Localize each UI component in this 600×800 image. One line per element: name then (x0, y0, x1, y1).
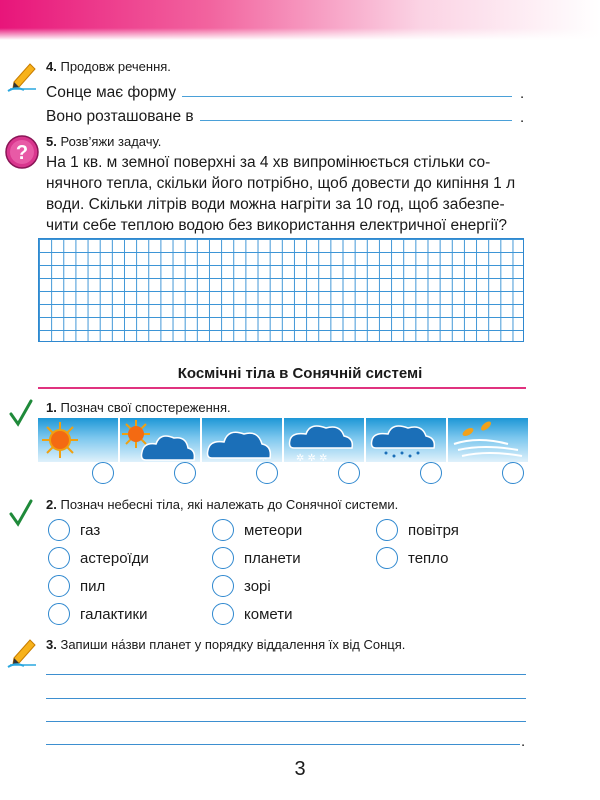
cloud-rain-icon (366, 418, 446, 462)
option-label: галактики (80, 606, 148, 623)
option-checkbox[interactable] (48, 575, 70, 597)
option-label: планети (244, 550, 301, 567)
option-checkbox[interactable] (212, 575, 234, 597)
option-label: комети (244, 606, 293, 623)
wind-leaves-icon (448, 418, 528, 462)
option-label: тепло (408, 550, 449, 567)
checkmark-icon (8, 498, 34, 528)
observation-checkbox[interactable] (174, 462, 196, 484)
observation-checkbox[interactable] (420, 462, 442, 484)
task-4-line-2-text: Воно розташоване в (46, 108, 194, 125)
checkmark-icon (8, 398, 34, 428)
option-label: повітря (408, 522, 459, 539)
weather-card (38, 418, 118, 462)
option-checkbox[interactable] (212, 547, 234, 569)
option-label: зорі (244, 578, 271, 595)
answer-line[interactable] (46, 674, 526, 675)
option-checkbox[interactable] (376, 547, 398, 569)
answer-line[interactable] (46, 698, 526, 699)
observation-checkbox[interactable] (92, 462, 114, 484)
svg-text:?: ? (15, 142, 29, 164)
cloud-snow-icon (284, 418, 364, 462)
sentence-dot: . (521, 733, 526, 750)
option-label: метеори (244, 522, 303, 539)
question-icon (4, 134, 40, 170)
option-checkbox[interactable] (48, 603, 70, 625)
problem-line: чити себе теплою водою без використання електричної енергії? (46, 217, 507, 234)
weather-card (120, 418, 200, 462)
weather-card (448, 418, 528, 462)
problem-line: На 1 кв. м земної поверхні за 4 хв випромінюється стільки со- (46, 154, 491, 171)
problem-line: нячного тепла, скільки його потрібно, щоб довести до кипіння 1 л (46, 175, 516, 192)
observation-checkbox[interactable] (256, 462, 278, 484)
pencil-icon (6, 58, 40, 92)
option-label: астероїди (80, 550, 149, 567)
sentence-dot: . (520, 109, 525, 126)
problem-line: води. Скільки літрів води можна нагріти за 10 год, щоб забезпе- (46, 196, 505, 213)
page-number: 3 (294, 758, 306, 780)
sentence-dot: . (520, 85, 525, 102)
answer-line[interactable] (46, 744, 520, 745)
svg-text:✲ ✲ ✲: ✲ ✲ ✲ (296, 453, 328, 462)
sun-behind-cloud-icon (120, 418, 200, 462)
weather-card (202, 418, 282, 462)
option-checkbox[interactable] (48, 519, 70, 541)
s1-heading: 1. Познач свої спостереження. (46, 400, 231, 415)
answer-line[interactable] (46, 721, 526, 722)
observation-checkbox[interactable] (502, 462, 524, 484)
observation-checkbox[interactable] (338, 462, 360, 484)
section-title: Космічні тіла в Сонячній системі (177, 365, 423, 382)
weather-card (284, 418, 364, 462)
option-label: газ (80, 522, 101, 539)
top-decorative-band (0, 0, 600, 40)
pencil-icon (6, 634, 40, 668)
answer-line[interactable] (182, 96, 512, 97)
calculation-grid[interactable] (38, 238, 524, 342)
task-4-line-1-text: Сонце має форму (46, 84, 177, 101)
option-checkbox[interactable] (212, 519, 234, 541)
task-5-heading: 5. Розв’яжи задачу. (46, 134, 162, 149)
sun-icon (38, 418, 118, 462)
cloud-icon (202, 418, 282, 462)
option-checkbox[interactable] (376, 519, 398, 541)
option-checkbox[interactable] (212, 603, 234, 625)
section-divider (38, 387, 526, 389)
s2-heading: 2. Познач небесні тіла, які належать до Сонячної системи. (46, 497, 399, 512)
option-checkbox[interactable] (48, 547, 70, 569)
weather-card (366, 418, 446, 462)
task-5-problem-text (46, 152, 526, 236)
option-label: пил (80, 578, 106, 595)
task-4-heading: 4. Продовж речення. (46, 59, 171, 74)
s3-heading: 3. Запиши на́зви планет у порядку віддалення їх від Сонця. (46, 637, 406, 652)
answer-line[interactable] (200, 120, 512, 121)
